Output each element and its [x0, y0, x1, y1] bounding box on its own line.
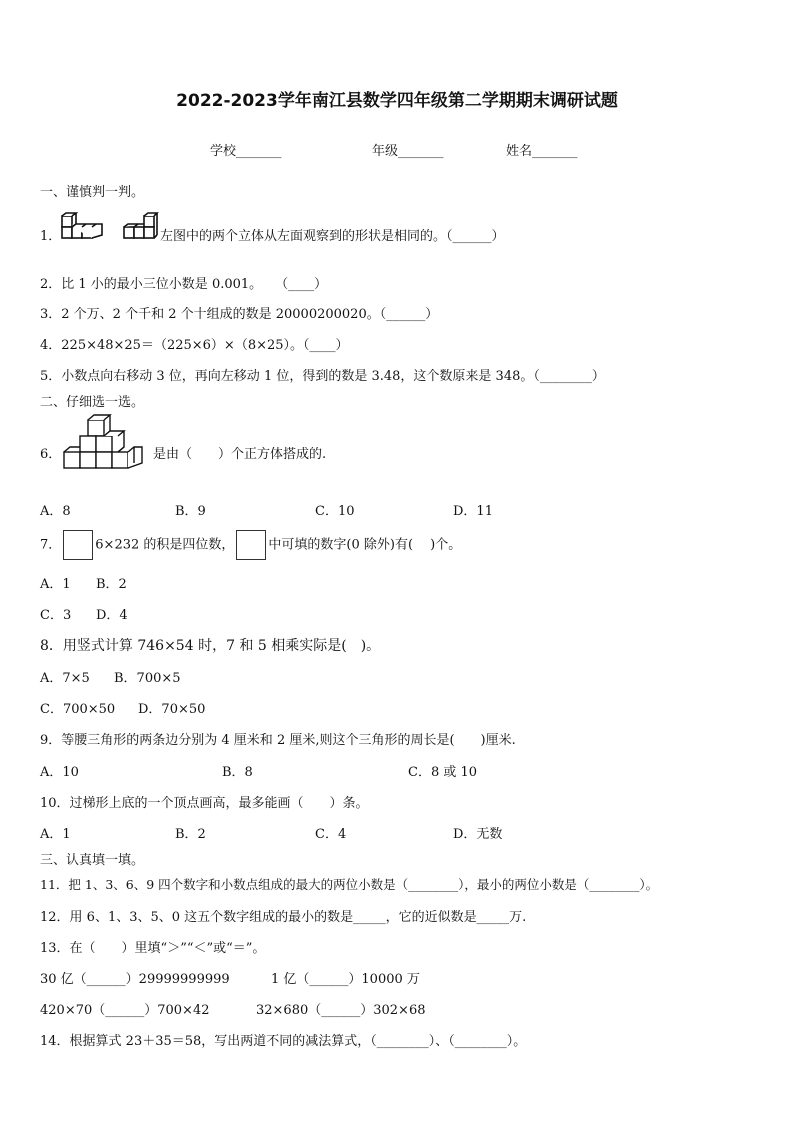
q8-option-b[interactable]: B．700×5 — [114, 671, 181, 686]
q8-text: 8．用竖式计算 746×54 时，7 和 5 相乘实际是( )。 — [40, 638, 381, 654]
q8-option-c[interactable]: C．700×50 — [40, 702, 116, 717]
q7-text-end: 中可填的数字(0 除外)有( )个。 — [268, 537, 462, 553]
q6-option-b[interactable]: B．9 — [175, 504, 206, 519]
q9-text: 9．等腰三角形的两条边分别为 4 厘米和 2 厘米,则这个三角形的周长是( )厘米. — [40, 733, 516, 748]
q9-option-b[interactable]: B．8 — [222, 765, 253, 780]
q10-option-a[interactable]: A．1 — [40, 827, 71, 842]
q10-text: 10．过梯形上底的一个顶点画高，最多能画（ ）条。 — [40, 796, 369, 811]
q8-option-a[interactable]: A．7×5 — [40, 671, 90, 686]
q6-text: 是由（ ）个正方体搭成的. — [153, 447, 327, 462]
q13-compare-a: 30 亿（______）29999999999 — [40, 972, 230, 987]
q14-text: 14．根据算式 23＋35＝58，写出两道不同的减法算式，（________）、（________）。 — [40, 1034, 527, 1049]
q7-option-b[interactable]: B．2 — [96, 577, 127, 592]
q6-option-a[interactable]: A．8 — [40, 504, 71, 519]
q13-compare-b: 1 亿（______）10000 万 — [271, 972, 420, 987]
page-title: 2022-2023学年南江县数学四年级第二学期期末调研试题 — [176, 91, 618, 111]
q1-solid-a-figure — [60, 213, 104, 249]
q3-text: 3．2 个万、2 个千和 2 个十组成的数是 20000200020。（______） — [40, 307, 439, 322]
section-1-heading: 一、谨慎判一判。 — [40, 185, 145, 200]
q10-option-d[interactable]: D．无数 — [453, 827, 503, 842]
q9-option-c[interactable]: C．8 或 10 — [408, 765, 478, 780]
q7-digit-box-1[interactable] — [63, 530, 93, 560]
q13-compare-d: 32×680（______）302×68 — [256, 1003, 426, 1018]
q2-text: 2．比 1 小的最小三位小数是 0.001。 （____） — [40, 277, 328, 292]
q6-option-d[interactable]: D．11 — [453, 504, 493, 519]
q7-option-d[interactable]: D．4 — [96, 608, 128, 623]
q1-text: 左图中的两个立体从左面观察到的形状是相同的。（______） — [160, 229, 505, 244]
q6-number: 6． — [40, 447, 62, 462]
q9-option-a[interactable]: A．10 — [40, 765, 79, 780]
q8-option-d[interactable]: D．70×50 — [138, 702, 206, 717]
q11-text: 11．把 1、3、6、9 四个数字和小数点组成的最大的两位小数是（________），最小的两位小数是（________）。 — [40, 877, 659, 892]
q7-digit-box-2[interactable] — [236, 530, 266, 560]
q7-line — [40, 530, 461, 560]
name-field: 姓名_______ — [506, 144, 578, 159]
q13-compare-c: 420×70（______）700×42 — [40, 1003, 210, 1018]
school-field: 学校_______ — [210, 144, 282, 159]
section-3-heading: 三、认真填一填。 — [40, 853, 145, 868]
q4-text: 4．225×48×25＝（225×6）×（8×25）。（____） — [40, 338, 349, 353]
q6-cube-stack-figure — [60, 412, 148, 484]
q7-number: 7． — [40, 537, 62, 553]
q7-text-mid: 6×232 的积是四位数， — [95, 537, 235, 553]
q7-option-a[interactable]: A．1 — [40, 577, 71, 592]
q13-text: 13．在（ ）里填“＞”“＜”或“＝”。 — [40, 941, 266, 956]
q5-text: 5．小数点向右移动 3 位，再向左移动 1 位，得到的数是 3.48，这个数原来是 348。（________） — [40, 369, 605, 384]
q10-option-c[interactable]: C．4 — [315, 827, 347, 842]
q6-option-c[interactable]: C．10 — [315, 504, 355, 519]
q12-text: 12．用 6、1、3、5、0 这五个数字组成的最小的数是_____，它的近似数是_____万. — [40, 910, 527, 925]
grade-field: 年级_______ — [372, 144, 444, 159]
q10-option-b[interactable]: B．2 — [175, 827, 206, 842]
q1-number: 1． — [40, 229, 62, 244]
section-2-heading: 二、仔细选一选。 — [40, 395, 145, 410]
q1-solid-b-figure — [122, 213, 158, 249]
q7-option-c[interactable]: C．3 — [40, 608, 72, 623]
